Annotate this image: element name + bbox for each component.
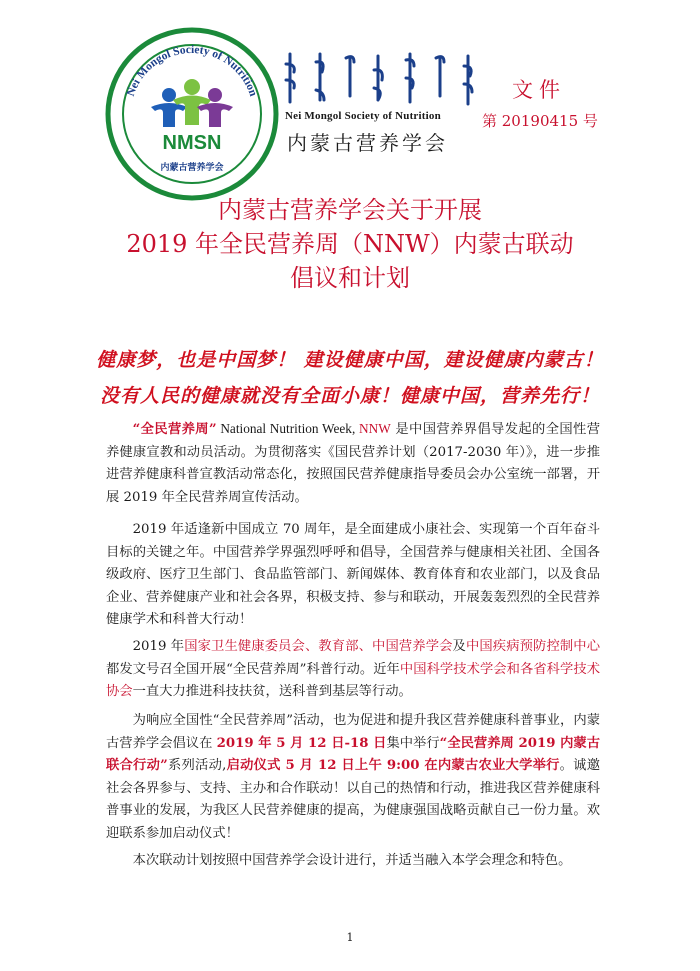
slogan-line-2: 没有人民的健康就没有全面小康！健康中国，营养先行！ — [99, 385, 600, 407]
society-english-name: Nei Mongol Society of Nutrition — [285, 110, 441, 122]
page-number: 1 — [346, 931, 354, 944]
nnw-abbr: NNW — [358, 421, 391, 436]
p3-science-assoc: 中国科学技术学会和各省科学技术协会 — [106, 661, 600, 699]
paragraph-2-text: 2019 年适逢新中国成立 70 周年，是全面建成小康社会、实现第一个百年奋斗目标的关键之年。中国营养学界强烈呼呼和倡导，全国营养与健康相关社团、全国各级政府、医疗卫生部门、食品监管部门、新闻媒体、教育体育和农业部门，以及食品企业、营养健康产业和社会各界，积极支持、参与和联动，开展轰轰烈烈的全民营养健康学术和科普大行动！ — [106, 522, 600, 627]
society-chinese-name: 内蒙古营养学会 — [287, 131, 448, 155]
p3-cdc: 中国疾病预防控制中心 — [465, 639, 601, 654]
paragraph-5 — [106, 850, 600, 873]
title-line-1: 内蒙古营养学会关于开展 — [218, 196, 482, 224]
nnw-english-term: National Nutrition Week, — [216, 421, 359, 436]
mongolian-script-graphic — [282, 50, 482, 108]
paragraph-1-text: 是中国营养界倡导发起的全国性营养健康宣教和动员活动。为贯彻落实《国民营养计划（2017-2030 年）》，进一步推进营养健康科普宣教活动常态化，按照国民营养健康指导委员会办公室统一部署，开展 2019 年全民营养周宣传活动。 — [106, 422, 601, 505]
title-line-2: 2019 年全民营养周（NNW）内蒙古联动 — [126, 230, 574, 258]
p4-seg-c: 集中举行 — [386, 735, 440, 751]
document-label: 文件 — [512, 78, 566, 102]
paragraph-1 — [106, 418, 600, 509]
p3-seg-g: 一直大力推进科技扶贫，送科普到基层等行动。 — [132, 684, 412, 699]
p4-dates: 2019 年 5 月 12 日-18 日 — [216, 735, 387, 751]
p3-seg-c: 及 — [452, 639, 466, 654]
p4-seg-g: 。诚邀社会各界参与、支持、主办和合作联动！以自己的热情和行动，推进我区营养健康科普事业的发展，为我区人民营养健康的提高，为健康强国战略贡献自己一份力量。欢迎联系参加启动仪式！ — [106, 758, 601, 841]
p4-event-name: “全民营养周 2019 内蒙古联合行动” — [106, 735, 601, 773]
paragraph-5-text: 本次联动计划按照中国营养学会设计进行，并适当融入本学会理念和特色。 — [132, 853, 572, 868]
paragraph-3 — [106, 636, 600, 704]
p4-seg-e: 系列活动, — [167, 758, 227, 773]
logo-arc-text: Nei Mongol Society of Nutrition — [124, 43, 260, 98]
p3-seg-e: 都发文号召全国开展“全民营养周”科普行动。近年 — [106, 661, 400, 677]
logo-cn-arc: 内蒙古营养学会 — [160, 163, 224, 173]
paragraph-4 — [106, 710, 600, 845]
nnw-chinese-term: “全民营养周” — [132, 422, 217, 437]
slogan-line-1: 健康梦，也是中国梦！ 建设健康中国，建设健康内蒙古！ — [96, 349, 604, 371]
paragraph-2 — [106, 519, 600, 632]
document-number: 第 20190415 号 — [482, 112, 598, 130]
title-line-3: 倡议和计划 — [290, 264, 410, 292]
p3-seg-a: 2019 年 — [132, 639, 185, 654]
nmsn-logo — [105, 27, 279, 201]
p4-ceremony: 启动仪式 5 月 12 日上午 9:00 在内蒙古农业大学举行 — [226, 758, 560, 773]
p3-orgs: 国家卫生健康委员会、教育部、中国营养学会 — [184, 639, 453, 654]
logo-abbr: NMSN — [162, 132, 222, 154]
p4-seg-a: 为响应全国性“全民营养周”活动，也为促进和提升我区营养健康科普事业，内蒙古营养学会倡议在 — [106, 713, 600, 751]
